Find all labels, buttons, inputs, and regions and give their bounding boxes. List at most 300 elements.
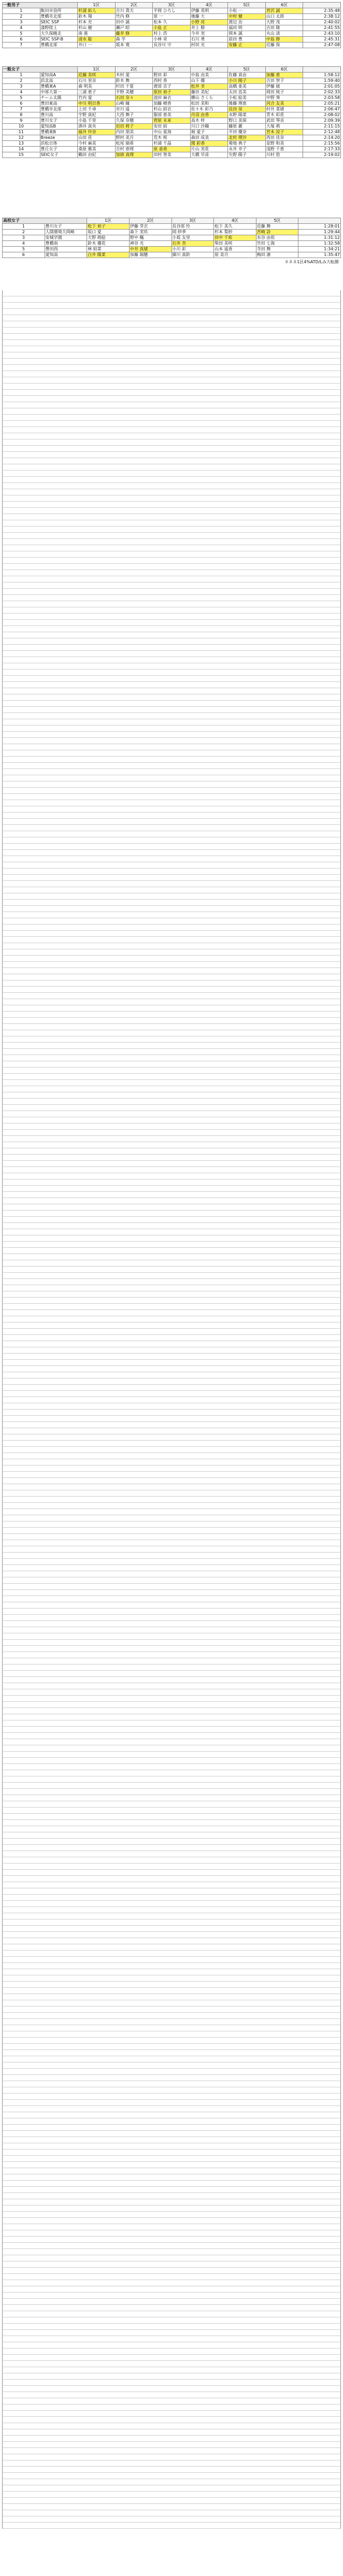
runner-cell: 岩田 莉子 [115, 124, 153, 130]
grid-line [2, 1465, 341, 1472]
runner-cell: 水谷 由依 [256, 235, 298, 241]
total-cell: 2:47:08 [303, 42, 341, 48]
grid-line [2, 2398, 341, 2404]
grid-line [2, 788, 341, 794]
team-cell: 豊橋市北部 [40, 14, 78, 20]
grid-line [2, 856, 341, 862]
grid-line [2, 2224, 341, 2230]
grid-line [2, 564, 341, 570]
runner-cell: 杉田 千夏 [115, 84, 153, 90]
leg-header: 5区 [228, 67, 266, 73]
grid-line [2, 1596, 341, 1602]
runner-cell: 山崎 瞳 [115, 101, 153, 107]
grid-line [2, 1789, 341, 1795]
grid-line [2, 1621, 341, 1627]
team-cell: 豊田西 [45, 247, 87, 252]
rank-cell: 11 [3, 130, 40, 135]
table-row [3, 84, 341, 90]
grid-line [2, 1677, 341, 1683]
runner-cell: 山本 遥香 [214, 247, 256, 252]
grid-line [2, 1061, 341, 1068]
table-row [3, 90, 341, 95]
runner-cell: 中川 明日香 [78, 101, 116, 107]
grid-line [2, 1689, 341, 1696]
grid-line [2, 763, 341, 769]
grid-line [2, 514, 341, 520]
grid-line [2, 334, 341, 340]
table-row [3, 247, 341, 252]
runner-cell: 吉田 隆 [265, 25, 303, 31]
runner-cell: 小松 一 [228, 8, 266, 14]
grid-line [2, 2330, 341, 2336]
runner-cell: 長谷部 怜 [172, 224, 214, 230]
grid-line [2, 2050, 341, 2056]
total-cell: 1:31:12 [298, 235, 341, 241]
grid-line [2, 769, 341, 775]
total-cell: 2:14:20 [303, 135, 341, 141]
grid-line [2, 819, 341, 825]
grid-line [2, 1664, 341, 1671]
runner-cell: 横山 さくら [190, 95, 228, 101]
grid-line [2, 931, 341, 937]
table-row [3, 42, 341, 48]
grid-line [2, 477, 341, 483]
grid-line [2, 1117, 341, 1123]
runner-cell: 久保 奈穂 [115, 118, 153, 124]
grid-line [2, 1385, 341, 1391]
runner-cell: 鶴田 由紀 [78, 152, 116, 158]
grid-line [2, 1515, 341, 1521]
table-row [3, 25, 341, 31]
table-row [3, 230, 341, 235]
grid-line [2, 1876, 341, 1882]
runner-cell: 平田 優奈 [228, 130, 266, 135]
rank-cell: 9 [3, 118, 40, 124]
table-row [3, 152, 341, 158]
grid-line [2, 993, 341, 999]
runner-cell: 杉山 結衣 [153, 107, 191, 112]
grid-line [2, 1354, 341, 1360]
runner-cell: 南 進 [78, 31, 116, 37]
table-row [3, 95, 341, 101]
total-cell: 2:05:21 [303, 101, 341, 107]
team-cell: SEIC SSP-B [40, 37, 78, 42]
grid-line [2, 1882, 341, 1888]
total-header [303, 3, 341, 8]
grid-line [2, 968, 341, 974]
grid-line [2, 1745, 341, 1752]
grid-line [2, 2293, 341, 2299]
rank-cell: 3 [3, 20, 40, 25]
grid-line [2, 688, 341, 694]
runner-cell: 野口 美保 [228, 118, 266, 124]
grid-line [2, 1198, 341, 1204]
grid-line [2, 2212, 341, 2218]
grid-line [2, 2081, 341, 2087]
grid-line [2, 1602, 341, 1609]
grid-line [2, 918, 341, 924]
grid-line [2, 2205, 341, 2212]
grid-line [2, 1055, 341, 1061]
grid-line [2, 1590, 341, 1596]
grid-line [2, 1839, 341, 1845]
grid-line [2, 433, 341, 439]
runner-cell: 渡部 京子 [153, 84, 191, 90]
grid-line [2, 1528, 341, 1534]
grid-line [2, 912, 341, 918]
total-cell: 1:34:21 [298, 247, 341, 252]
grid-line [2, 464, 341, 471]
grid-line [2, 1764, 341, 1770]
leg-header: 3区 [153, 67, 191, 73]
runner-cell: 清水 聡 [78, 37, 116, 42]
runner-cell: 武田 琴音 [265, 118, 303, 124]
grid-line [2, 1770, 341, 1776]
total-cell: 2:09:39 [303, 118, 341, 124]
grid-line [2, 2448, 341, 2454]
grid-line [2, 1472, 341, 1478]
table-row [3, 135, 341, 141]
grid-line [2, 1951, 341, 1957]
grid-line [2, 1509, 341, 1515]
runner-cell: 松下 裕子 [87, 224, 130, 230]
grid-line [2, 582, 341, 589]
runner-cell: 坂口 愛 [87, 230, 130, 235]
team-cell: 豊川高 [40, 112, 78, 118]
total-cell: 2:40:02 [303, 20, 341, 25]
grid-line [2, 2181, 341, 2187]
runner-cell: 平野 美穂 [115, 90, 153, 95]
grid-line [2, 1490, 341, 1497]
table-row [3, 130, 341, 135]
grid-line [2, 2349, 341, 2355]
grid-line [2, 1447, 341, 1453]
runner-cell: 大橋 早苗 [190, 152, 228, 158]
runner-cell: 村井 菜緒 [265, 107, 303, 112]
runner-cell: 佐々木 彩乃 [190, 107, 228, 112]
runner-cell: 藤田 美紀 [190, 90, 228, 95]
grid-line [2, 1633, 341, 1640]
runner-cell: 中井 真緒 [129, 247, 172, 252]
grid-line [2, 1640, 341, 1646]
team-cell: 豊田東高 [40, 101, 78, 107]
grid-line [2, 1453, 341, 1459]
runner-cell: 石川 里奈 [78, 78, 116, 84]
results-table [2, 2, 341, 48]
grid-line [2, 1130, 341, 1136]
grid-line [2, 1919, 341, 1926]
grid-line [2, 657, 341, 663]
grid-line [2, 1036, 341, 1043]
grid-line [2, 2473, 341, 2479]
team-cell: 豊橋市北部 [40, 107, 78, 112]
rank-cell: 5 [3, 247, 45, 252]
rank-cell: 4 [3, 90, 40, 95]
grid-line [2, 713, 341, 719]
total-cell: 2:01:05 [303, 84, 341, 90]
runner-cell: 松尾 瑞希 [115, 141, 153, 147]
table-row [3, 78, 341, 84]
grid-line [2, 949, 341, 956]
grid-line [2, 1658, 341, 1664]
grid-line [2, 1372, 341, 1378]
grid-line [2, 296, 341, 303]
grid-line [2, 2504, 341, 2510]
grid-line [2, 2137, 341, 2143]
rank-cell: 1 [3, 224, 45, 230]
grid-line [2, 1540, 341, 1546]
grid-line [2, 738, 341, 744]
header-row [3, 218, 341, 224]
grid-line [2, 290, 341, 296]
grid-line [2, 725, 341, 732]
grid-line [2, 371, 341, 377]
grid-line [2, 757, 341, 763]
grid-line [2, 1975, 341, 1982]
grid-line [2, 682, 341, 688]
grid-line [2, 365, 341, 371]
table-row [3, 73, 341, 78]
grid-line [2, 1229, 341, 1235]
grid-line [2, 1913, 341, 1919]
grid-line [2, 1260, 341, 1266]
grid-line [2, 2255, 341, 2261]
grid-line [2, 520, 341, 526]
rank-cell: 6 [3, 252, 45, 258]
grid-line [2, 1422, 341, 1428]
total-cell: 2:41:55 [303, 25, 341, 31]
team-cell: チーム太陽 [40, 95, 78, 101]
grid-line [2, 1273, 341, 1279]
results-table [2, 218, 341, 258]
runner-cell: 近藤 舞 [256, 224, 298, 230]
team-cell: SEIC SSP [40, 20, 78, 25]
runner-cell: 鈴木 優花 [87, 241, 130, 247]
grid-line [2, 1068, 341, 1074]
grid-line [2, 1888, 341, 1895]
grid-line [2, 999, 341, 1005]
grid-line [2, 869, 341, 875]
grid-line [2, 446, 341, 452]
grid-line [2, 1155, 341, 1161]
grid-line [2, 924, 341, 931]
grid-line [2, 303, 341, 309]
grid-line [2, 1702, 341, 1708]
leg-header: 3区 [153, 3, 191, 8]
grid-line [2, 1391, 341, 1397]
runner-cell: 大野 茂 [265, 20, 303, 25]
grid-line [2, 1546, 341, 1553]
grid-line [2, 2361, 341, 2367]
runner-cell: 岡 紗季 [172, 230, 214, 235]
grid-line [2, 1857, 341, 1863]
grid-line [2, 1410, 341, 1416]
team-cell: 豊橋東A [40, 84, 78, 90]
rank-cell: 6 [3, 37, 40, 42]
grid-line [2, 558, 341, 564]
grid-line [2, 551, 341, 558]
team-cell: 愛知高 [45, 252, 87, 258]
grid-line [2, 1832, 341, 1839]
grid-line [2, 2355, 341, 2361]
grid-line [2, 1521, 341, 1528]
grid-line [2, 1565, 341, 1571]
grid-line [2, 900, 341, 906]
grid-line [2, 2367, 341, 2373]
table-row [3, 141, 341, 147]
grid-line [2, 1366, 341, 1372]
runner-cell: 藤原 麗 [228, 124, 266, 130]
grid-line [2, 1123, 341, 1130]
grid-line [2, 980, 341, 987]
total-cell: 2:02:33 [303, 90, 341, 95]
runner-cell: 市川 遥 [115, 107, 153, 112]
total-cell: 2:35:48 [303, 8, 341, 14]
team-cell: 愛知高B [40, 124, 78, 130]
grid-line [2, 1322, 341, 1329]
runner-cell: 柴田 美咲 [214, 241, 256, 247]
grid-line [2, 1708, 341, 1714]
runner-cell: 杉浦 千晶 [153, 141, 191, 147]
runner-cell: 近藤 保 [265, 42, 303, 48]
runner-cell: 小川 陽子 [228, 78, 266, 84]
grid-line [2, 632, 341, 638]
grid-line [2, 321, 341, 328]
grid-line [2, 701, 341, 707]
grid-line [2, 626, 341, 632]
runner-cell: 中島 修 [265, 37, 303, 42]
grid-line [2, 359, 341, 365]
runner-cell: 大野 萌絵 [87, 235, 130, 241]
runner-cell: 永井 幸子 [228, 147, 266, 152]
rank-cell: 12 [3, 135, 40, 141]
grid-line [2, 340, 341, 346]
section-hs-women [2, 218, 341, 266]
grid-line [2, 620, 341, 626]
rank-cell: 7 [3, 107, 40, 112]
runner-cell: 片山 実花 [190, 147, 228, 152]
runner-cell: 藤井 修 [115, 31, 153, 37]
grid-line [2, 1223, 341, 1229]
team-cell: 豊川女子 [45, 224, 87, 230]
runner-cell: 河合 友美 [265, 101, 303, 107]
grid-line [2, 2118, 341, 2125]
grid-line [2, 2392, 341, 2398]
grid-line [2, 1441, 341, 1447]
runner-cell: 坂本 寛 [115, 42, 153, 48]
table-row [3, 8, 341, 14]
grid-line [2, 1049, 341, 1055]
runner-cell: 西田 佳奈 [265, 135, 303, 141]
runner-cell: 村上 浩 [153, 31, 191, 37]
runner-cell: 水野 陽菜 [228, 112, 266, 118]
grid-line [2, 2237, 341, 2243]
total-cell: 1:28:01 [298, 224, 341, 230]
runner-cell: 桑原 雅美 [78, 147, 116, 152]
grid-line [2, 1173, 341, 1179]
runner-cell: 近藤 美咲 [78, 73, 116, 78]
runner-cell: 松井 幸 [190, 84, 228, 90]
grid-line [2, 1863, 341, 1870]
grid-line [2, 1242, 341, 1248]
grid-line [2, 670, 341, 676]
runner-cell: 加藤 晴香 [153, 101, 191, 107]
runner-cell: 小島 千里 [78, 118, 116, 124]
runner-cell: 田中 千紘 [214, 235, 256, 241]
runner-cell: 佐藤 真由 [228, 73, 266, 78]
runner-cell: 宇野 真紀 [78, 112, 116, 118]
leg-header: 1区 [87, 218, 130, 224]
leg-header: 1区 [78, 3, 116, 8]
grid-line [2, 732, 341, 738]
runner-cell: 三浦 恵子 [78, 90, 116, 95]
grid-line [2, 2094, 341, 2100]
table-row [3, 252, 341, 258]
rank-cell: 5 [3, 31, 40, 37]
grid-line [2, 570, 341, 576]
grid-line [2, 844, 341, 850]
section-title: 高校女子 [3, 218, 87, 224]
runner-cell: 関 彩香 [190, 141, 228, 147]
grid-line [2, 2460, 341, 2467]
grid-line [2, 1329, 341, 1335]
grid-line [2, 2019, 341, 2025]
runner-cell: 宮沢 誠 [265, 8, 303, 14]
team-cell: 豊川女子 [40, 118, 78, 124]
grid-line [2, 1030, 341, 1036]
grid-line [2, 2305, 341, 2311]
grid-line [2, 1895, 341, 1901]
total-cell: 2:43:10 [303, 31, 341, 37]
rank-cell: 15 [3, 152, 40, 158]
rank-cell: 10 [3, 124, 40, 130]
grid-line [2, 2062, 341, 2069]
grid-line [2, 1024, 341, 1030]
grid-line [2, 1739, 341, 1745]
grid-line [2, 875, 341, 881]
runner-cell: 中山 夏海 [153, 130, 191, 135]
grid-line [2, 1310, 341, 1316]
grid-line [2, 2218, 341, 2224]
grid-line [2, 825, 341, 831]
grid-line [2, 1167, 341, 1173]
grid-line [2, 458, 341, 464]
grid-line [2, 1783, 341, 1789]
runner-cell: 杉本 充 [78, 20, 116, 25]
grid-line [2, 2199, 341, 2205]
grid-line [2, 2467, 341, 2473]
grid-line [2, 1304, 341, 1310]
grid-line [2, 1086, 341, 1092]
grid-line [2, 1105, 341, 1111]
grid-line [2, 1092, 341, 1099]
grid-line [2, 377, 341, 383]
grid-line [2, 943, 341, 949]
grid-line [2, 2187, 341, 2193]
runner-cell: 前田 豊 [228, 37, 266, 42]
grid-line [2, 2243, 341, 2249]
rank-cell: 3 [3, 235, 45, 241]
leg-header: 6区 [265, 67, 303, 73]
runner-cell: 野村 美月 [115, 135, 153, 141]
grid-line [2, 1720, 341, 1727]
leg-header: 1区 [78, 67, 116, 73]
runner-cell: 小島 正 [153, 25, 191, 31]
grid-line [2, 1801, 341, 1808]
runner-cell: 矢野 陽子 [228, 152, 266, 158]
rank-cell: 4 [3, 25, 40, 31]
table-row [3, 147, 341, 152]
